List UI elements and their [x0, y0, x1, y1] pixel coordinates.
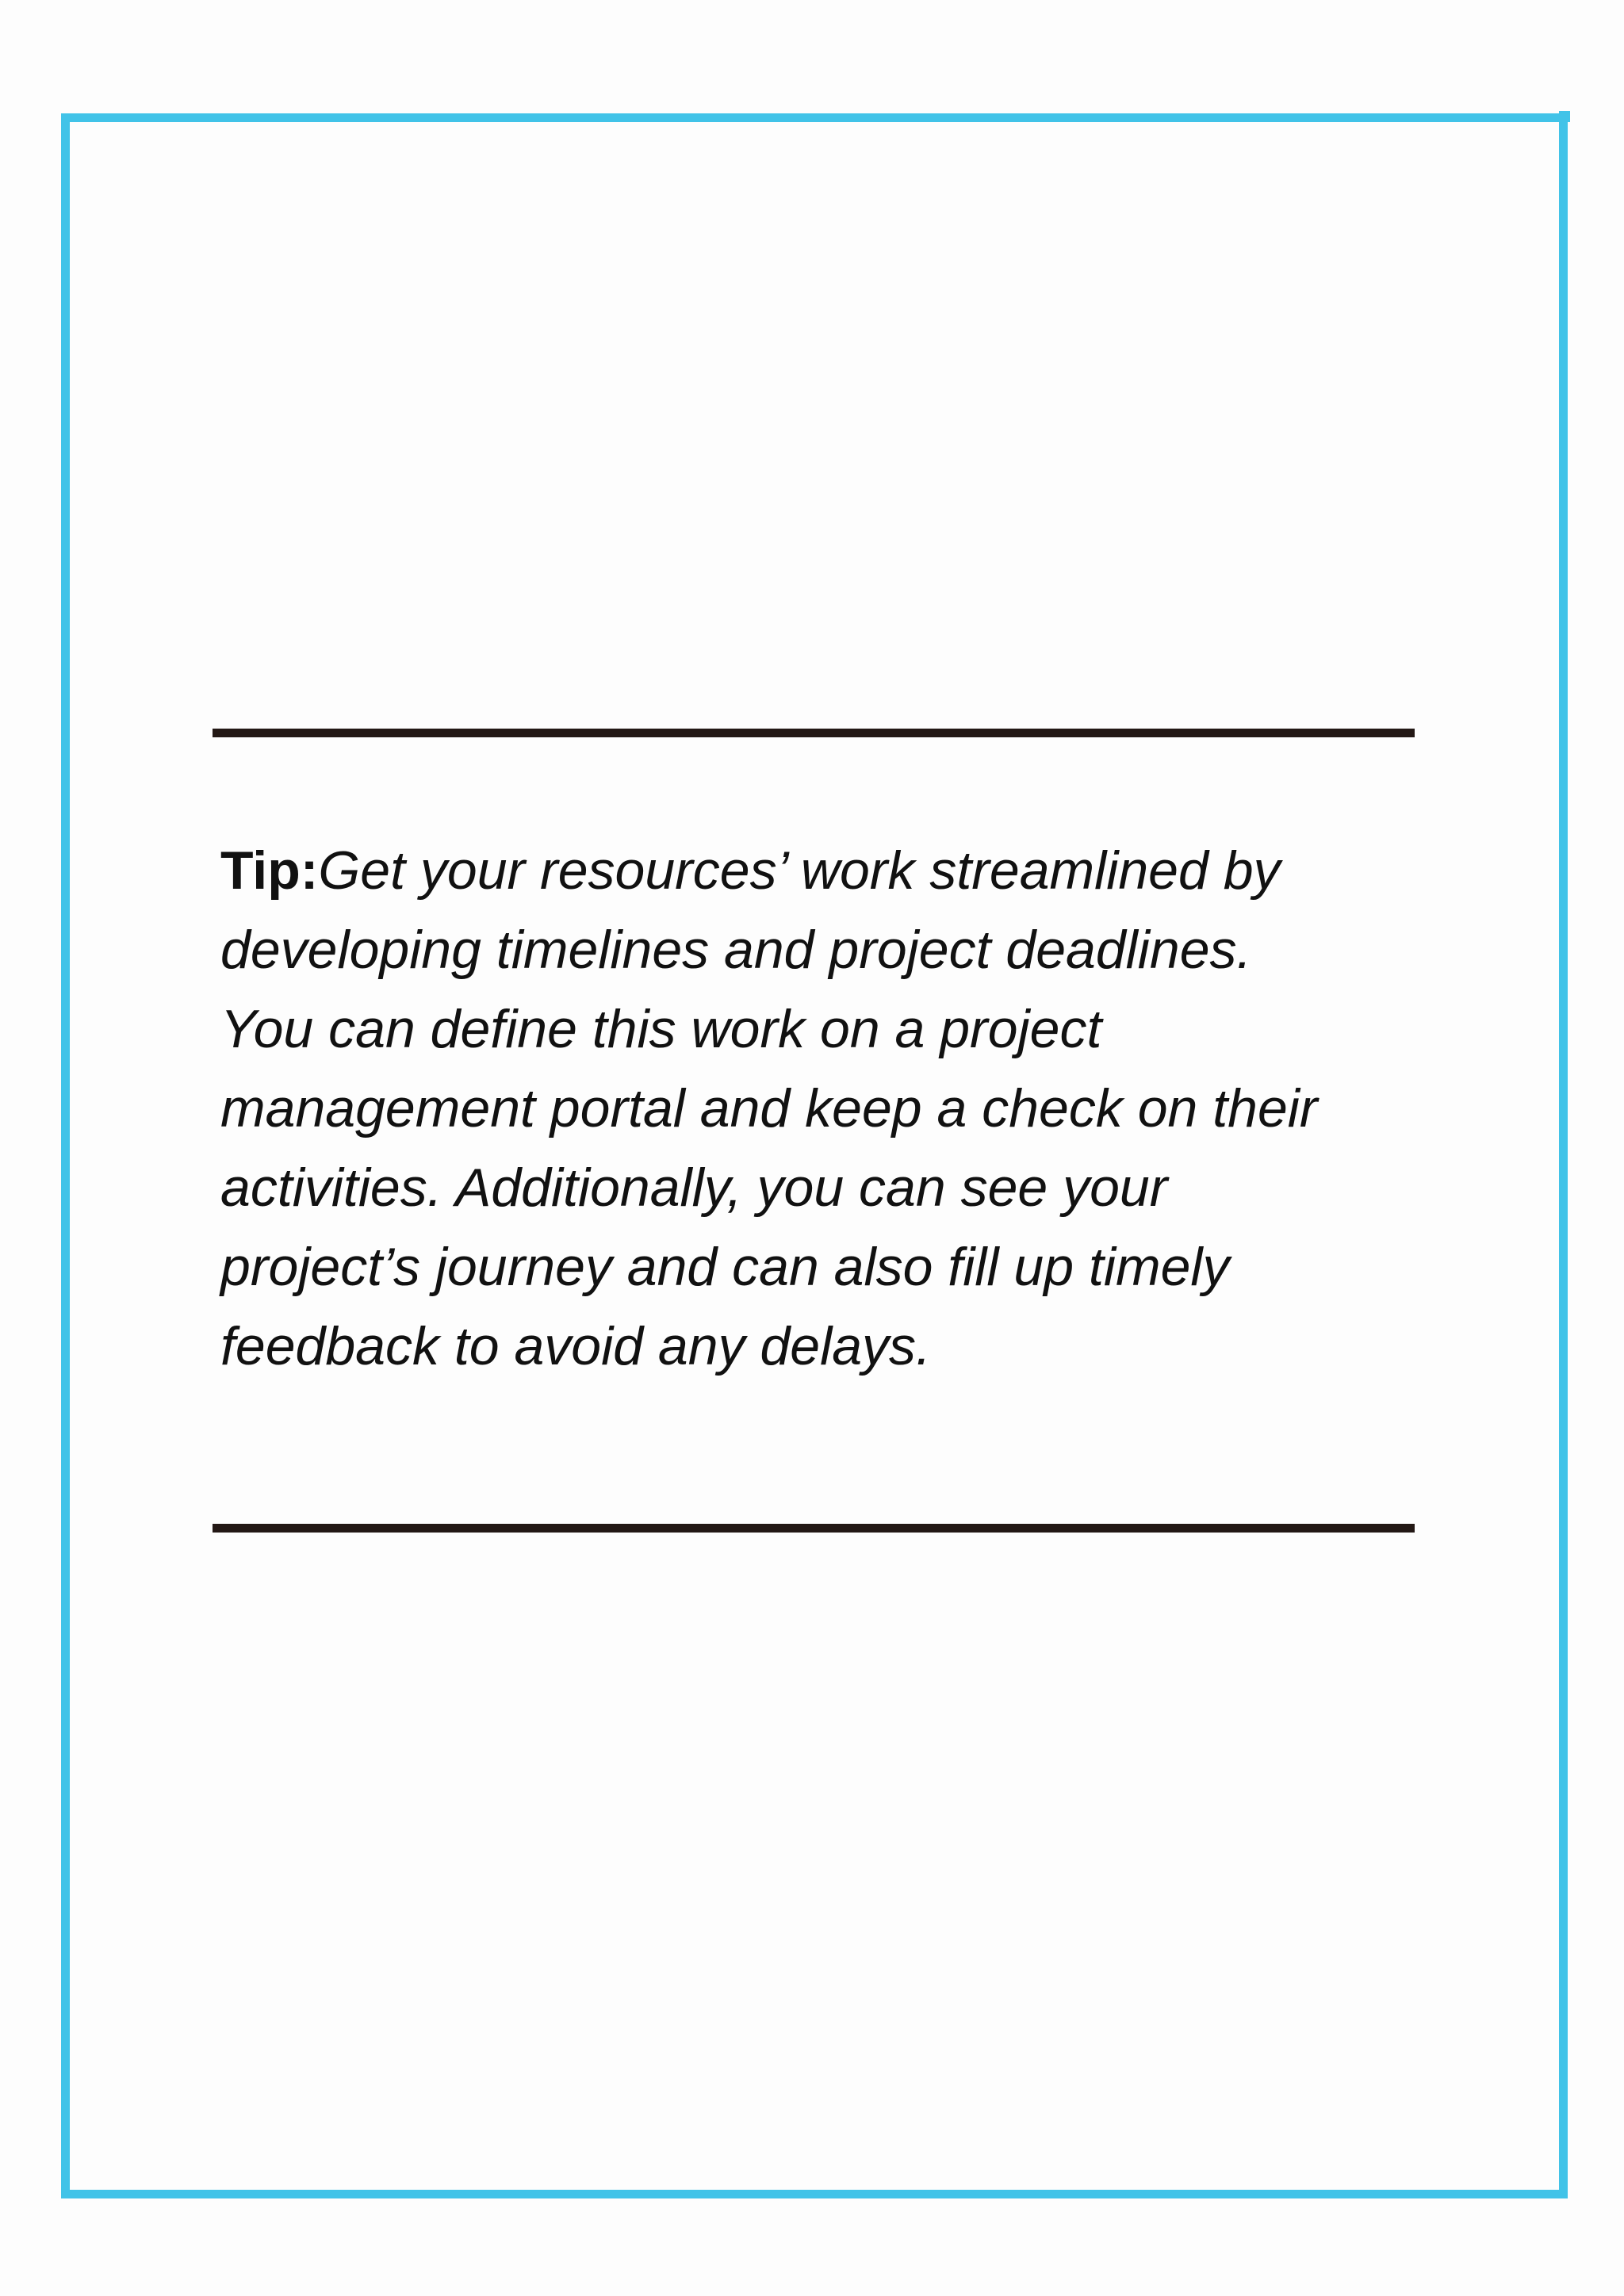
bottom-divider-rule [213, 1524, 1415, 1533]
tip-line: activities. Additionally, you can see your [220, 1158, 1168, 1218]
tip-line: management portal and keep a check on their [220, 1078, 1318, 1138]
tip-line: Get your resources’ work streamlined by [318, 840, 1281, 901]
frame-corner-mark [1559, 111, 1570, 122]
top-divider-rule [213, 729, 1415, 737]
tip-paragraph [220, 831, 1410, 1386]
tip-line: project’s journey and can also fill up timely [220, 1237, 1230, 1297]
tip-line: You can define this work on a project [220, 999, 1102, 1059]
tip-line: developing timelines and project deadlines. [220, 920, 1252, 980]
tip-label: Tip: [220, 840, 319, 901]
tip-line: feedback to avoid any delays. [220, 1316, 931, 1376]
